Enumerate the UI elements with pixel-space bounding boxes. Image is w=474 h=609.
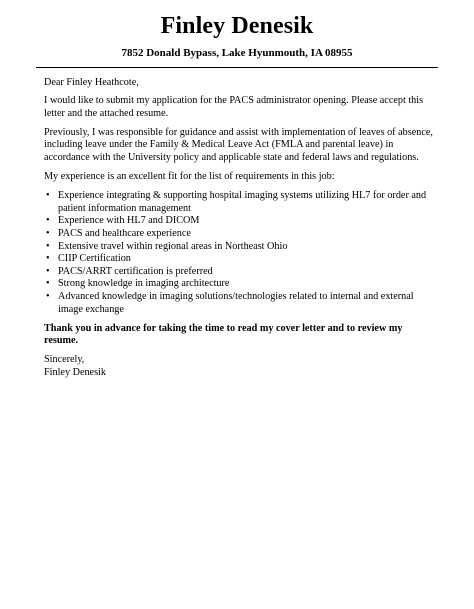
greeting: Dear Finley Heathcote, — [44, 77, 139, 88]
requirement-text: Advanced knowledge in imaging solutions/technologies related to internal and external image exchange — [58, 290, 414, 315]
requirements-list — [44, 190, 436, 316]
closing: Sincerely, — [44, 354, 85, 366]
bullet-icon: • — [46, 240, 50, 252]
signature: Finley Denesik — [44, 366, 106, 378]
list-item — [44, 228, 436, 241]
requirements-intro: My experience is an excellent fit for the list of requirements in this job: — [44, 171, 335, 183]
list-item — [44, 253, 436, 266]
list-item — [44, 278, 436, 291]
bullet-icon: • — [46, 190, 50, 202]
requirement-text: Experience with HL7 and DICOM — [58, 215, 200, 227]
requirement-text: CIIP Certification — [58, 253, 131, 265]
applicant-address: 7852 Donald Bypass, Lake Hyunmouth, IA 08955 — [121, 47, 353, 59]
requirement-text: Extensive travel within regional areas in Northeast Ohio — [58, 240, 288, 252]
applicant-name: Finley Denesik — [160, 13, 314, 39]
requirement-text: Experience integrating & supporting hospital imaging systems utilizing HL7 for order and patient information management — [58, 190, 427, 214]
bullet-icon: • — [46, 253, 50, 265]
bullet-icon: • — [46, 215, 50, 227]
intro-paragraph: I would like to submit my application for the PACS administrator opening. Please accept this letter and the attached resume. — [44, 95, 424, 119]
experience-paragraph: Previously, I was responsible for guidance and assist with implementation of leaves of absence, including leave under the Family & Medical Leave Act (FMLA and parental leave) in accordance with the University policy and applicable state and federal laws and regulations. — [44, 126, 433, 163]
requirement-text: PACS/ARRT certification is preferred — [58, 265, 213, 277]
requirement-text: Strong knowledge in imaging architecture — [58, 278, 230, 290]
list-item — [44, 266, 436, 279]
list-item — [44, 215, 436, 228]
letter-body — [44, 77, 436, 379]
bullet-icon: • — [46, 290, 50, 302]
list-item — [44, 241, 436, 254]
thank-you-statement: Thank you in advance for taking the time to read my cover letter and to review my resume. — [44, 322, 403, 347]
list-item — [44, 190, 436, 215]
bullet-icon: • — [46, 227, 50, 239]
bullet-icon: • — [46, 278, 50, 290]
bullet-icon: • — [46, 265, 50, 277]
header-divider — [36, 67, 438, 68]
requirement-text: PACS and healthcare experience — [58, 227, 191, 239]
list-item — [44, 291, 436, 316]
